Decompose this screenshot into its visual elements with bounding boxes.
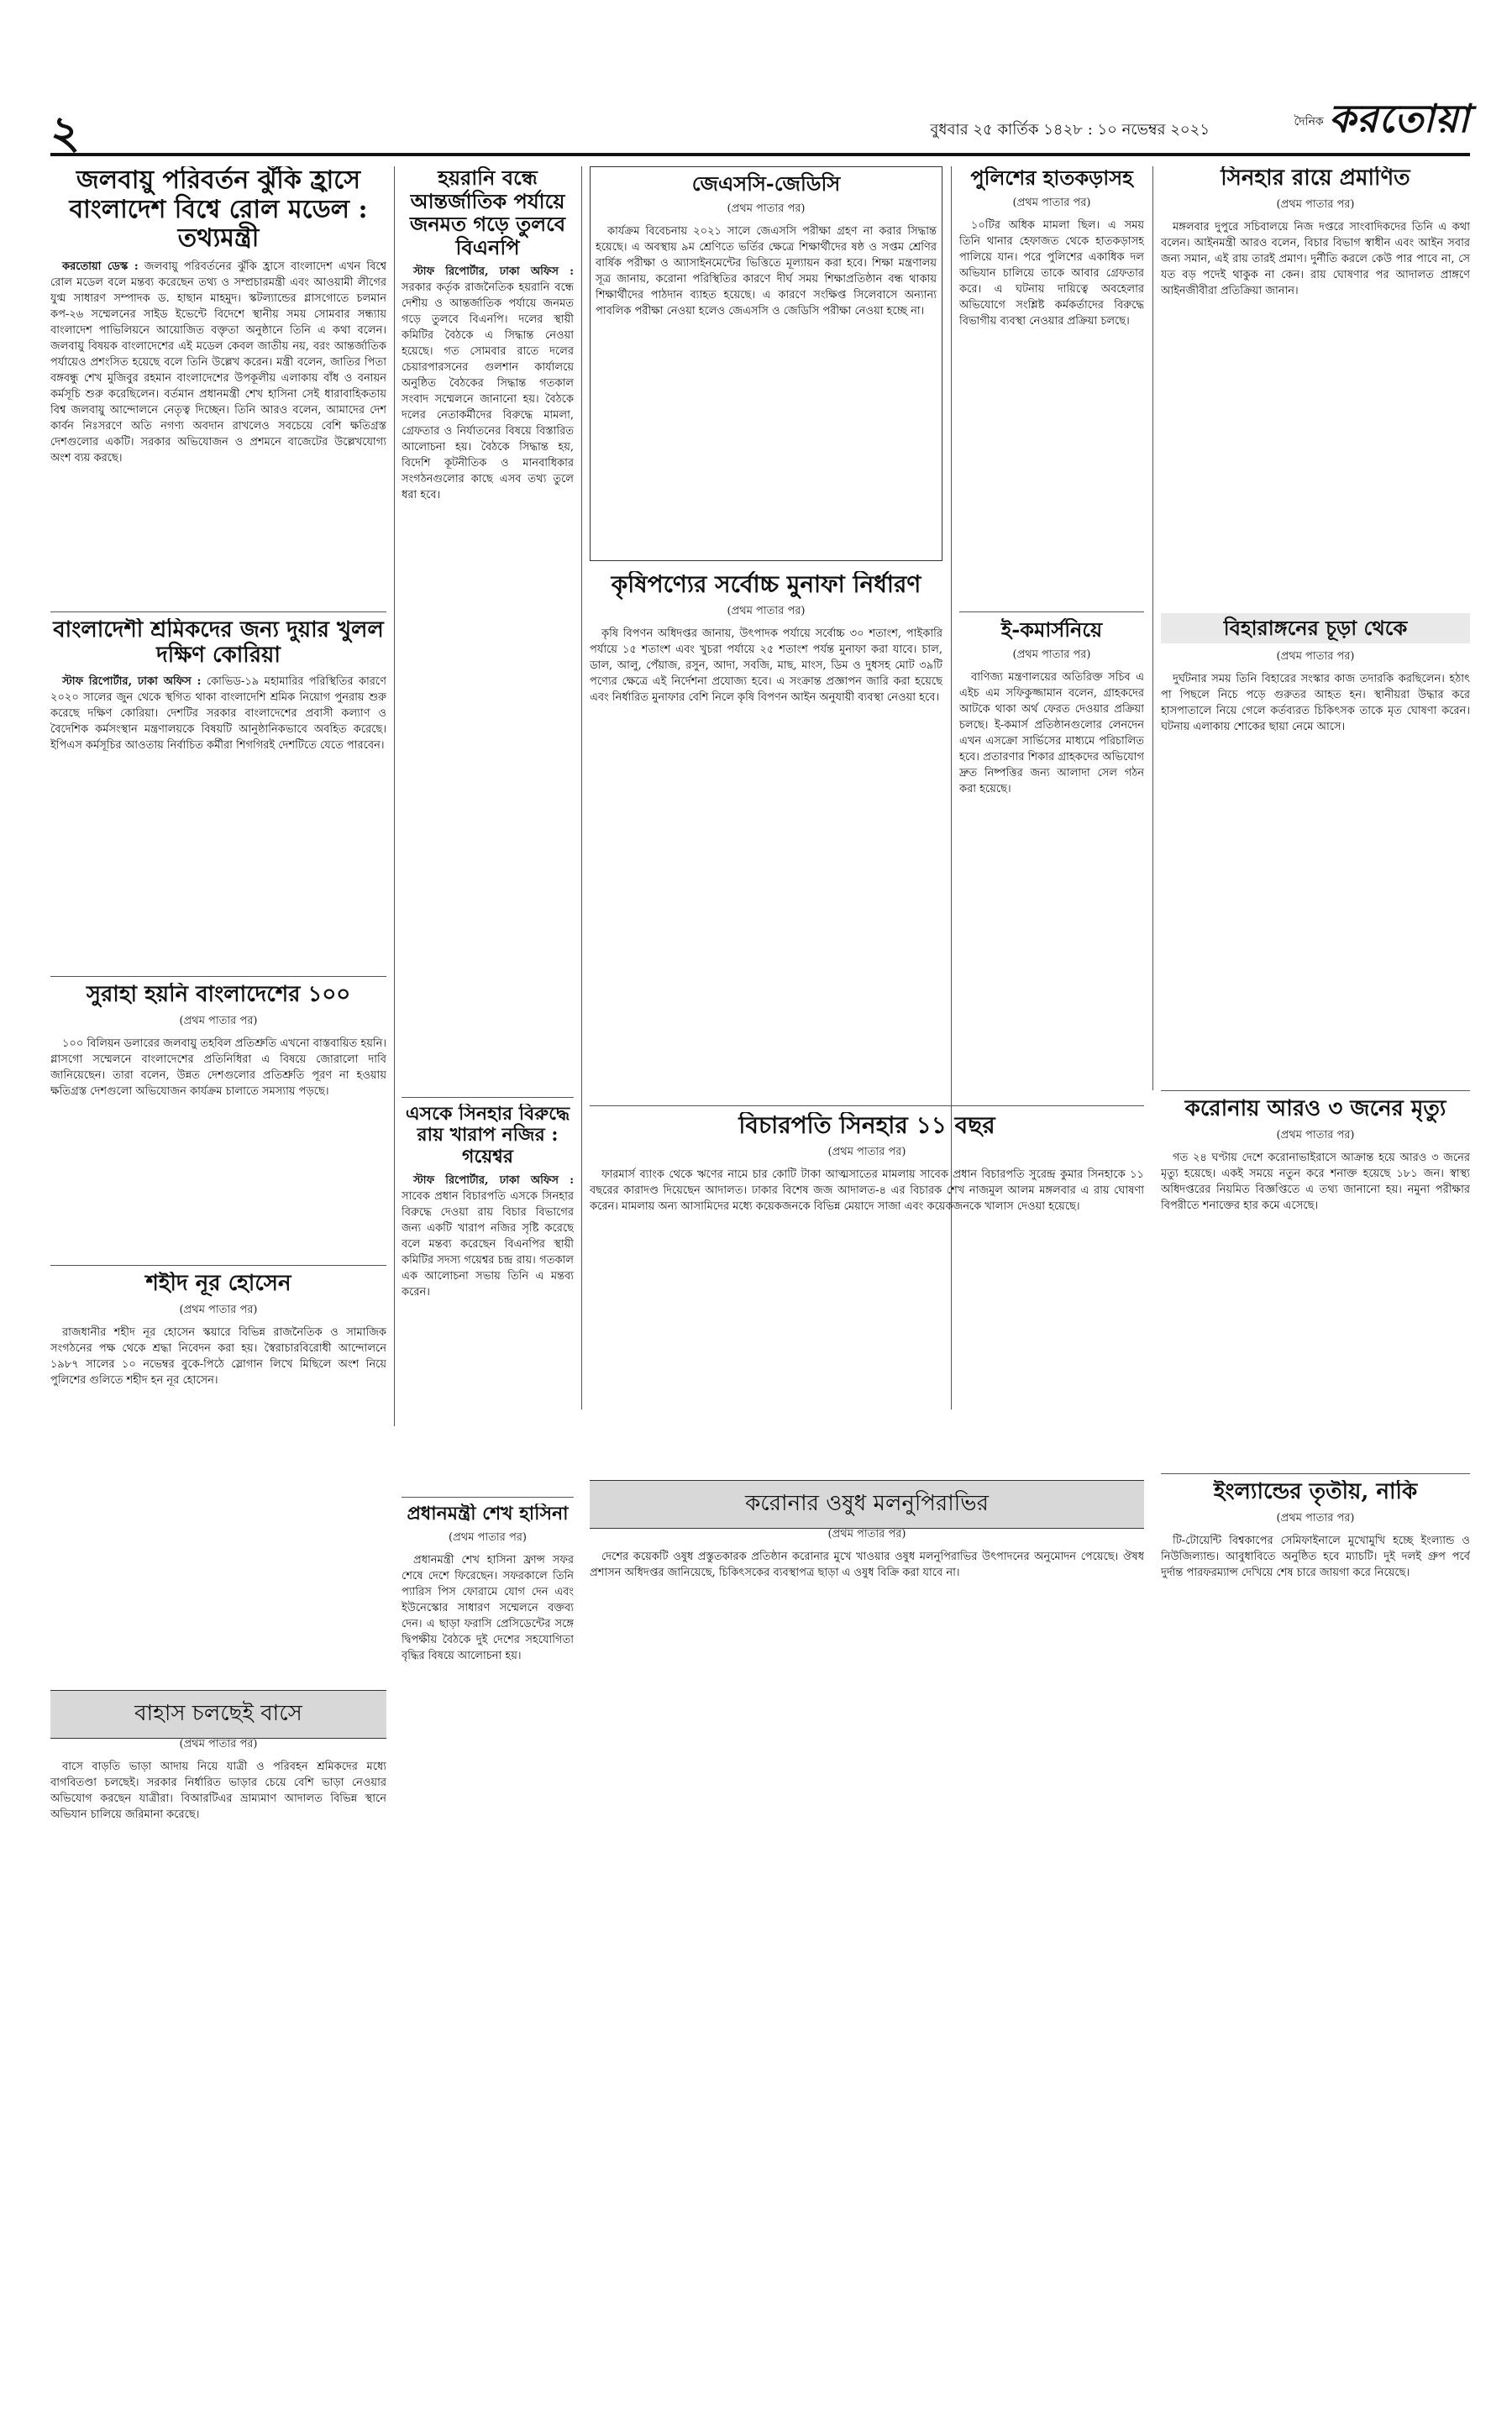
- article-climate: [50, 166, 386, 603]
- section-rule: [50, 976, 386, 977]
- body-text: দেশের কয়েকটি ওষুধ প্রস্তুতকারক প্রতিষ্ঠান করোনার মুখে খাওয়ার ওষুধ মলনুপিরাভির উৎপাদনের অনুমোদন পেয়েছে। ঔষধ প্রশাসন অধিদপ্তর জানিয়েছে, চিকিৎসকের ব্যবস্থাপত্র ছাড়া এ ওষুধ বিক্রি করা যাবে না।: [590, 1551, 1144, 1579]
- article-justice: [590, 1112, 1144, 1473]
- article-body: [590, 626, 942, 706]
- body-text: দুর্ঘটনার সময় তিনি বিহারের সংস্কার কাজ তদারকি করছিলেন। হঠাৎ পা পিছলে নিচে পড়ে গুরুতর আহত হন। স্থানীয়রা উদ্ধার করে হাসপাতালে নিয়ে গেলে কর্তব্যরত চিকিৎসক তাকে মৃত ঘোষণা করেন। ঘটনায় এলাকায় শোকের ছায়া নেমে আসে।: [1161, 673, 1470, 733]
- byline: করতোয়া ডেস্ক :: [62, 260, 139, 273]
- body-text: কোভিড-১৯ মহামারির পরিস্থিতির কারণে ২০২০ সালের জুন থেকে স্থগিত থাকা বাংলাদেশি শ্রমিক নিয়োগ পুনরায় শুরু করেছে দক্ষিণ কোরিয়া। দেশটির সরকার বাংলাদেশের প্রবাসী কল্যাণ ও বৈদেশিক কর্মসংস্থান মন্ত্রণালয়কে বিষয়টি আনুষ্ঠানিকভাবে অবহিত করেছে। ইপিএস কর্মসূচির আওতায় নির্বাচিত কর্মীরা শিগগিরই দেশটিতে যেতে পারবেন।: [50, 674, 386, 752]
- article-sinha-proof: [1161, 166, 1470, 603]
- article-body: [959, 218, 1144, 329]
- continuation-label: (প্রথম পাতার পর): [179, 1014, 258, 1027]
- section-rule: [1161, 1473, 1470, 1474]
- section-rule: [402, 1497, 574, 1498]
- headline: করোনার ওষুধ মলনুপিরাভির: [745, 1491, 989, 1516]
- article-body: [590, 1167, 1144, 1215]
- section-rule: [402, 1097, 574, 1098]
- article-body: [50, 1036, 386, 1100]
- headline: সিনহার রায়ে প্রমাণিত: [1221, 166, 1410, 191]
- continuation-label: (প্রথম পাতার পর): [1276, 197, 1355, 211]
- headline: প্রধানমন্ত্রী শেখ হাসিনা: [407, 1504, 569, 1525]
- headline: বিহারাঙ্গনের চূড়া থেকে: [1223, 616, 1408, 640]
- article-body: [1161, 1150, 1470, 1214]
- newspaper-logo: [1294, 94, 1470, 150]
- covid-drug-banner: [590, 1480, 1144, 1529]
- page-header: [50, 92, 1470, 160]
- article-biharangon: [1161, 647, 1470, 1084]
- headline: করোনায় আরও ৩ জনের মৃত্যু: [1184, 1097, 1446, 1121]
- continuation-label: (প্রথম পাতার পর): [179, 1738, 258, 1750]
- article-workers: [50, 618, 386, 971]
- headline: পুলিশের হাতকড়াসহ: [970, 166, 1133, 190]
- article-police: [959, 166, 1144, 603]
- headline: বাংলাদেশী শ্রমিকদের জন্য দুয়ার খুলল দক্ষিণ কোরিয়া: [53, 618, 384, 668]
- continuation-label: (প্রথম পাতার পর): [179, 1303, 258, 1316]
- article-bus: [50, 1735, 386, 2373]
- section-rule: [1161, 1090, 1470, 1091]
- article-body: [596, 223, 937, 319]
- body-text: বাণিজ্য মন্ত্রণালয়ের অতিরিক্ত সচিব এ এইচ এম সফিকুজ্জামান বলেন, গ্রাহকদের আটকে থাকা অর্থ ফেরত দেওয়ার প্রক্রিয়া চলছে। ই-কমার্স প্রতিষ্ঠানগুলোর লেনদেন এখন এসক্রো সার্ভিসের মাধ্যমে পরিচালিত হবে। প্রতারণার শিকার গ্রাহকদের অভিযোগ দ্রুত নিষ্পত্তির জন্য আলাদা সেল গঠন করা হয়েছে।: [959, 670, 1144, 795]
- body-text: কৃষি বিপণন অধিদপ্তর জানায়, উৎপাদক পর্যায়ে সর্বোচ্চ ৩০ শতাংশ, পাইকারি পর্যায়ে ১৫ শতাংশ এবং খুচরা পর্যায়ে ২৫ শতাংশ পর্যন্ত মুনাফা করা যাবে। চাল, ডাল, আলু, পেঁয়াজ, রসুন, আদা, সবজি, মাছ, মাংস, ডিম ও দুধসহ মোট ৩৯টি পণ্যের ক্ষেত্রে এই নির্দেশনা প্রযোজ্য হবে। এ সংক্রান্ত প্রজ্ঞাপন জারি করা হয়েছে এবং নির্ধারিত মুনাফার বেশি নিলে কৃষি বিপণন আইন অনুযায়ী ব্যবস্থা নেওয়া হবে।: [590, 627, 942, 705]
- logo-name: করতোয়া: [1328, 96, 1470, 141]
- continuation-label: (প্রথম পাতার পর): [1012, 648, 1091, 661]
- section-rule: [50, 1265, 386, 1266]
- continuation-label: (প্রথম পাতার পর): [727, 202, 806, 215]
- body-text: ১০টির অধিক মামলা ছিল। এ সময় তিনি থানার হেফাজত থেকে হাতকড়াসহ পালিয়ে যান। পরে পুলিশের একাধিক দল অভিযান চালিয়ে তাকে আবার গ্রেফতার করে। এ ঘটনায় দায়িত্বে অবহেলার অভিযোগে সংশ্লিষ্ট কর্মকর্তাদের বিরুদ্ধে বিভাগীয় ব্যবস্থা নেওয়ার প্রক্রিয়া চলছে।: [959, 218, 1144, 328]
- byline: স্টাফ রিপোর্টার, ঢাকা অফিস :: [413, 1173, 574, 1187]
- article-body: [50, 674, 386, 753]
- body-text: সরকার কর্তৃক রাজনৈতিক হয়রানি বন্ধে দেশীয় ও আন্তর্জাতিক পর্যায়ে জনমত গড়ে তুলবে বিএনপি। দলের স্থায়ী কমিটির বৈঠকে এ সিদ্ধান্ত নেওয়া হয়েছে। গত সোমবার রাতে দলের চেয়ারপারসনের গুলশান কার্যালয়ে অনুষ্ঠিত বৈঠকের সিদ্ধান্ত গতকাল সংবাদ সম্মেলনে জানানো হয়। বৈঠকে দলের নেতাকর্মীদের বিরুদ্ধে মামলা, গ্রেফতার ও নির্যাতনের বিষয়ে বিস্তারিত আলোচনা হয়। বৈঠকে সিদ্ধান্ত হয়, বিদেশি কূটনীতিক ও মানবাধিকার সংগঠনগুলোর কাছে এসব তথ্য তুলে ধরা হবে।: [402, 281, 574, 502]
- article-body: [1161, 1533, 1470, 1581]
- article-pm: [402, 1504, 574, 1898]
- headline: বাহাস চলছেই বাসে: [134, 1701, 302, 1726]
- body-text: রাজধানীর শহীদ নূর হোসেন স্কয়ারে বিভিন্ন রাজনৈতিক ও সামাজিক সংগঠনের পক্ষ থেকে শ্রদ্ধা নিবেদন করা হয়। স্বৈরাচারবিরোধী আন্দোলনে ১৯৮৭ সালের ১০ নভেম্বর বুকে-পিঠে স্লোগান লিখে মিছিলে অংশ নিয়ে পুলিশের গুলিতে শহীদ হন নূর হোসেন।: [50, 1325, 386, 1387]
- continuation-label: (প্রথম পাতার পর): [1276, 1128, 1355, 1142]
- article-body: [402, 1173, 574, 1300]
- bus-banner: [50, 1690, 386, 1739]
- article-jsc: [590, 166, 942, 561]
- article-body: [1161, 219, 1470, 299]
- byline: স্টাফ রিপোর্টার, ঢাকা অফিস :: [413, 265, 574, 279]
- article-agri: [590, 571, 942, 1100]
- article-body: [50, 1759, 386, 1823]
- headline: বিচারপতি সিনহার ১১ বছর: [738, 1112, 995, 1139]
- article-shahid: [50, 1272, 386, 1591]
- article-bnp: [402, 166, 574, 1090]
- article-unfinished: [50, 983, 386, 1260]
- article-england: [1161, 1480, 1470, 2370]
- issue-date: বুধবার ২৫ কার্তিক ১৪২৮ : ১০ নভেম্বর ২০২১: [930, 121, 1210, 139]
- article-body: [50, 259, 386, 466]
- headline: হয়রানি বন্ধে আন্তর্জাতিক পর্যায়ে জনমত গড়ে তুলবে বিএনপি: [409, 166, 566, 260]
- article-covid-drug: [590, 1525, 1144, 1894]
- continuation-label: (প্রথম পাতার পর): [1012, 196, 1091, 209]
- continuation-label: (প্রথম পাতার পর): [1276, 1511, 1355, 1525]
- headline: কৃষিপণ্যের সর্বোচ্চ মুনাফা নির্ধারণ: [611, 571, 921, 598]
- section-rule: [590, 1105, 1144, 1106]
- article-body: [959, 669, 1144, 797]
- body-text: মঙ্গলবার দুপুরে সচিবালয়ে নিজ দপ্তরে সাংবাদিকদের তিনি এ কথা বলেন। আইনমন্ত্রী আরও বলেন, বিচার বিভাগ স্বাধীন এবং আইন সবার জন্য সমান, এই রায় তারই প্রমাণ। দুর্নীতি করলে কেউ পার পাবে না, সে যত বড় পদেই থাকুক না কেন। রায় ঘোষণার পর আদালত প্রাঙ্গণে আইনজীবীরা প্রতিক্রিয়া জানান।: [1161, 220, 1470, 297]
- header-rule: [50, 153, 1470, 156]
- article-sinha-verdict: [402, 1104, 574, 1490]
- column-divider: [1152, 166, 1153, 1090]
- byline: স্টাফ রিপোর্টার, ঢাকা অফিস :: [62, 674, 202, 688]
- continuation-label: (প্রথম পাতার পর): [827, 1528, 906, 1540]
- article-body: [590, 1549, 1144, 1581]
- column-divider: [581, 166, 582, 1409]
- headline: জেএসসি-জেডিসি: [691, 171, 841, 196]
- section-rule: [959, 611, 1144, 612]
- column-divider: [394, 166, 395, 1426]
- body-text: ফারমার্স ব্যাংক থেকে ঋণের নামে চার কোটি টাকা আত্মসাতের মামলায় সাবেক প্রধান বিচারপতি সুরেন্দ্র কুমার সিনহাকে ১১ বছরের কারাদণ্ড দিয়েছেন আদালত। ঢাকার বিশেষ জজ আদালত-৪ এর বিচারক শেখ নাজমুল আলম মঙ্গলবার এ রায় ঘোষণা করেন। মামলায় অন্য আসামিদের মধ্যে কয়েকজনকে বিভিন্ন মেয়াদে সাজা এবং কয়েকজনকে খালাস দেওয়া হয়েছে।: [590, 1168, 1144, 1214]
- page-number: ২: [50, 105, 81, 159]
- section-rule: [50, 611, 386, 612]
- headline: এসকে সিনহার বিরুদ্ধে রায় খারাপ নজির : গয়েশ্বর: [405, 1104, 570, 1168]
- article-body: [1161, 671, 1470, 735]
- headline: ই-কমার্সনিয়ে: [1000, 618, 1103, 642]
- biharangon-banner: [1161, 613, 1470, 643]
- continuation-label: (প্রথম পাতার পর): [1276, 650, 1355, 663]
- logo-prefix: দৈনিক: [1294, 115, 1324, 129]
- headline: ইংল্যান্ডের তৃতীয়, নাকি: [1213, 1480, 1418, 1504]
- continuation-label: (প্রথম পাতার পর): [727, 605, 806, 618]
- body-text: প্রধানমন্ত্রী শেখ হাসিনা ফ্রান্স সফর শেষে দেশে ফিরেছেন। সফরকালে তিনি প্যারিস পিস ফোরামে যোগ দেন এবং ইউনেস্কোর সাধারণ সম্মেলনে বক্তব্য দেন। এ ছাড়া ফরাসি প্রেসিডেন্টের সঙ্গে দ্বিপক্ষীয় বৈঠকে দুই দেশের সহযোগিতা বৃদ্ধির বিষয়ে আলোচনা হয়।: [402, 1554, 574, 1663]
- headline: সুরাহা হয়নি বাংলাদেশের ১০০: [86, 983, 351, 1007]
- body-text: বাসে বাড়তি ভাড়া আদায় নিয়ে যাত্রী ও পরিবহন শ্রমিকদের মধ্যে বাগবিতণ্ডা চলছেই। সরকার নির্ধারিত ভাড়ার চেয়ে বেশি ভাড়া নেওয়ার অভিযোগ করছেন যাত্রীরা। বিআরটিএর ভ্রাম্যমাণ আদালত বিভিন্ন স্থানে অভিযান চালিয়ে জরিমানা করেছে।: [50, 1761, 386, 1821]
- body-text: গত ২৪ ঘণ্টায় দেশে করোনাভাইরাসে আক্রান্ত হয়ে আরও ৩ জনের মৃত্যু হয়েছে। একই সময়ে নতুন করে শনাক্ত হয়েছে ১৮১ জন। স্বাস্থ্য অধিদপ্তরের নিয়মিত বিজ্ঞপ্তিতে এ তথ্য জানানো হয়। নমুনা পরীক্ষার বিপরীতে শনাক্তের হার কমে এসেছে।: [1161, 1151, 1470, 1212]
- body-text: সাবেক প্রধান বিচারপতি এসকে সিনহার বিরুদ্ধে দেওয়া রায় বিচার বিভাগের জন্য একটি খারাপ নজির সৃষ্টি করেছে বলে মন্তব্য করেছেন বিএনপির স্থায়ী কমিটির সদস্য গয়েশ্বর চন্দ্র রায়। গতকাল এক আলোচনা সভায় তিনি এ মন্তব্য করেন।: [402, 1189, 574, 1299]
- body-text: জলবায়ু পরিবর্তনের ঝুঁকি হ্রাসে বাংলাদেশ এখন বিশ্বে রোল মডেল বলে মন্তব্য করেছেন তথ্য ও সম্প্রচারমন্ত্রী এবং আওয়ামী লীগের যুগ্ম সাধারণ সম্পাদক ড. হাছান মাহমুদ। স্কটল্যান্ডের গ্লাসগোতে চলমান কপ-২৬ সম্মেলনের সাইড ইভেন্টে বিদেশে স্থানীয় সময় সোমবার সন্ধ্যায় বাংলাদেশ পাভিলিয়নে আয়োজিত বক্তৃতা অনুষ্ঠানে তিনি এ কথা বলেন। জলবায়ু বিষয়ক বাংলাদেশের এই মডেল কেবল জাতীয় নয়, বরং আন্তর্জাতিক পর্যায়েও প্রশংসিত হয়েছে বলে তিনি উল্লেখ করেন। মন্ত্রী বলেন, জাতির পিতা বঙ্গবন্ধু শেখ মুজিবুর রহমান বাংলাদেশের উপকূলীয় এলাকায় বাঁধ ও বনায়ন কর্মসূচি শুরু করেছিলেন। বর্তমান প্রধানমন্ত্রী শেখ হাসিনা সেই ধারাবাহিকতায় বিশ্ব জলবায়ু আন্দোলনে নেতৃত্ব দিচ্ছেন। তিনি আরও বলেন, আমাদের দেশ কার্বন নিঃসরণে অতি নগণ্য অবদান রাখলেও সবচেয়ে বেশি ক্ষতিগ্রস্ত দেশগুলোর একটি। সরকার অভিযোজন ও প্রশমনে বাজেটের উল্লেখযোগ্য অংশ ব্যয় করছে।: [50, 260, 386, 464]
- continuation-label: (প্রথম পাতার পর): [449, 1531, 527, 1545]
- body-text: কার্যক্রম বিবেচনায় ২০২১ সালে জেএসসি পরীক্ষা গ্রহণ না করার সিদ্ধান্ত হয়েছে। এ অবস্থায় ৯ম শ্রেণিতে ভর্তির ক্ষেত্রে শিক্ষার্থীদের ষষ্ঠ ও সপ্তম শ্রেণির বার্ষিক পরীক্ষা ও অ্যাসাইনমেন্টের ভিত্তিতে মূল্যায়ন করা হবে। শিক্ষা মন্ত্রণালয় সূত্র জানায়, করোনা পরিস্থিতির কারণে দীর্ঘ সময় শিক্ষাপ্রতিষ্ঠান বন্ধ থাকায় শিক্ষার্থীদের পাঠদান ব্যাহত হয়েছে। এ কারণে সংক্ষিপ্ত সিলেবাসে অন্যান্য পাবলিক পরীক্ষা নেওয়া হলেও জেএসসি ও জেডিসি পরীক্ষা নেওয়া হচ্ছে না।: [596, 224, 937, 318]
- headline: জলবায়ু পরিবর্তন ঝুঁকি হ্রাসে বাংলাদেশ বিশ্বে রোল মডেল : তথ্যমন্ত্রী: [69, 166, 368, 253]
- article-ecommerce: [959, 618, 1144, 1097]
- article-deaths: [1161, 1097, 1470, 1467]
- article-body: [50, 1325, 386, 1388]
- body-text: টি-টোয়েন্টি বিশ্বকাপের সেমিফাইনালে মুখোমুখি হচ্ছে ইংল্যান্ড ও নিউজিল্যান্ড। আবুধাবিতে অনুষ্ঠিত হবে ম্যাচটি। দুই দলই গ্রুপ পর্বে দুর্দান্ত পারফরম্যান্স দেখিয়ে শেষ চারে জায়গা করে নিয়েছে।: [1161, 1534, 1470, 1579]
- body-text: ১০০ বিলিয়ন ডলারের জলবায়ু তহবিল প্রতিশ্রুতি এখনো বাস্তবায়িত হয়নি। গ্লাসগো সম্মেলনে বাংলাদেশের প্রতিনিধিরা এ বিষয়ে জোরালো দাবি জানিয়েছেন। তারা বলেন, উন্নত দেশগুলোর প্রতিশ্রুতি পূরণ না হওয়ায় ক্ষতিগ্রস্ত দেশগুলো অভিযোজন কার্যক্রম চালাতে সমস্যায় পড়ছে।: [50, 1037, 386, 1098]
- article-body: [402, 264, 574, 503]
- continuation-label: (প্রথম পাতার পর): [827, 1146, 906, 1159]
- article-body: [402, 1552, 574, 1664]
- headline: শহীদ নূর হোসেন: [145, 1272, 291, 1296]
